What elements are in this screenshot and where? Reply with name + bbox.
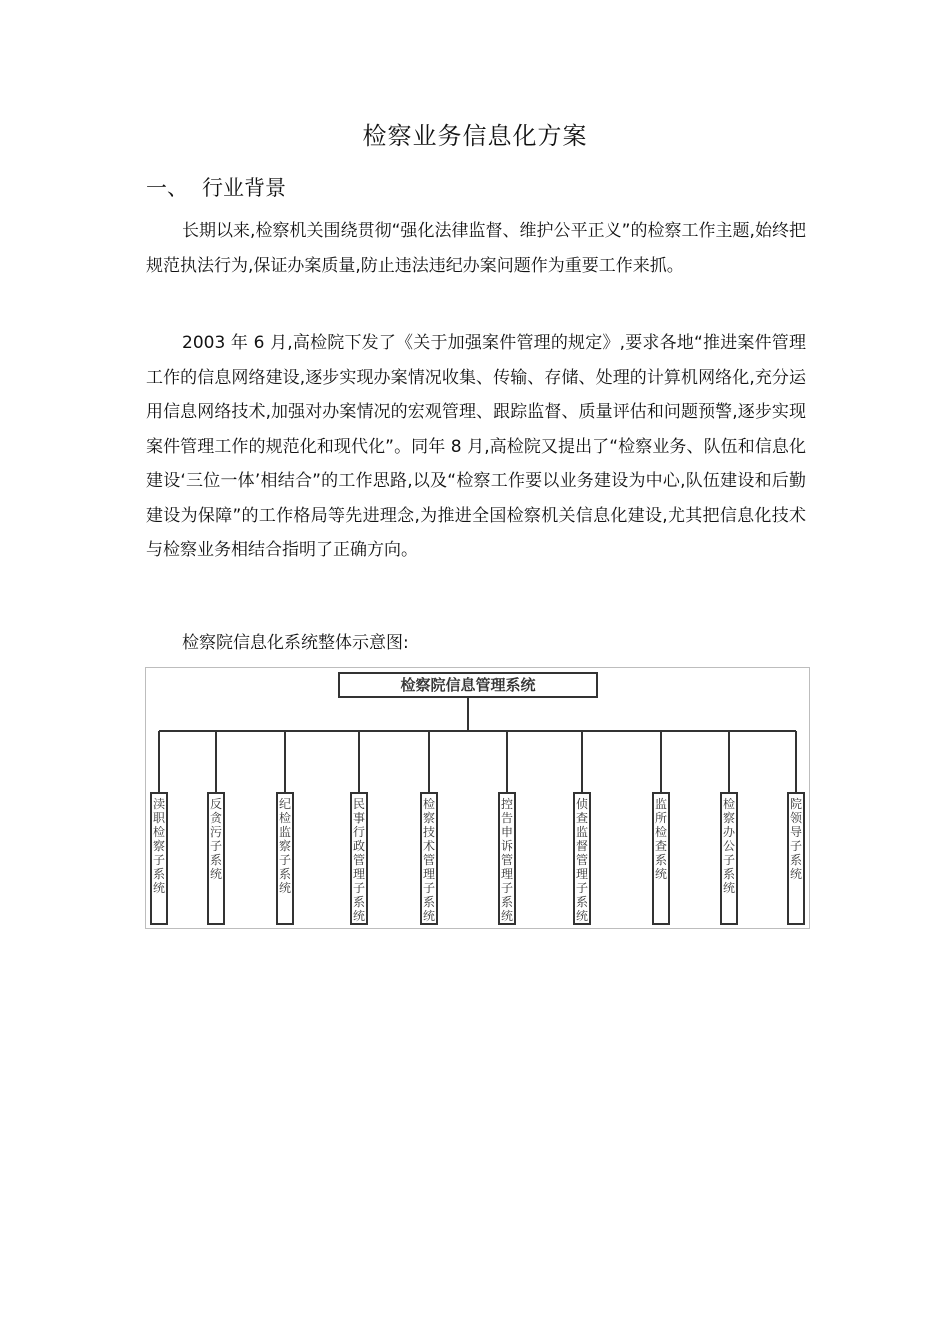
section-title: 行业背景 — [202, 176, 286, 200]
paragraph-2: 2003 年 6 月,高检院下发了《关于加强案件管理的规定》,要求各地“推进案件管理工作的信息网络建设,逐步实现办案情况收集、传输、存储、处理的计算机网络化,充分运用信息网络技术,加强对办案情况的宏观管理、跟踪监督、质量评估和问题预警,逐步实现案件管理工作的规范化和现代化”。同年 8 月,高检院又提出了“检察业务、队伍和信息化建设‘三位一体’相结合”的工作思路,以及“检察工作要以业务建设为中心,队伍建设和后勤建设为保障”的工作格局等先进理念,为推进全国检察机关信息化建设,尤其把信息化技术与检察业务相结合指明了正确方向。 — [146, 333, 806, 560]
section-heading — [146, 172, 286, 202]
diagram-child-box: 反贪污子系统 — [207, 792, 225, 925]
diagram-child-box: 民事行政管理子系统 — [350, 792, 368, 925]
diagram-child-box: 渎职检察子系统 — [150, 792, 168, 925]
figure-caption: 检察院信息化系统整体示意图: — [182, 633, 409, 653]
system-diagram — [145, 667, 810, 929]
diagram-child-box: 侦查监督管理子系统 — [573, 792, 591, 925]
diagram-child-box: 纪检监察子系统 — [276, 792, 294, 925]
page-title: 检察业务信息化方案 — [362, 122, 588, 150]
paragraph-1: 长期以来,检察机关围绕贯彻“强化法律监督、维护公平正义”的检察工作主题,始终把规范执法行为,保证办案质量,防止违法违纪办案问题作为重要工作来抓。 — [146, 221, 806, 276]
diagram-child-box: 控告申诉管理子系统 — [498, 792, 516, 925]
diagram-child-box: 院领导子系统 — [787, 792, 805, 925]
diagram-connectors — [146, 668, 811, 930]
diagram-child-box: 监所检查系统 — [652, 792, 670, 925]
diagram-root-box: 检察院信息管理系统 — [338, 672, 598, 698]
diagram-child-box: 检察办公子系统 — [720, 792, 738, 925]
diagram-child-box: 检察技术管理子系统 — [420, 792, 438, 925]
section-number: 一、 — [146, 176, 188, 200]
